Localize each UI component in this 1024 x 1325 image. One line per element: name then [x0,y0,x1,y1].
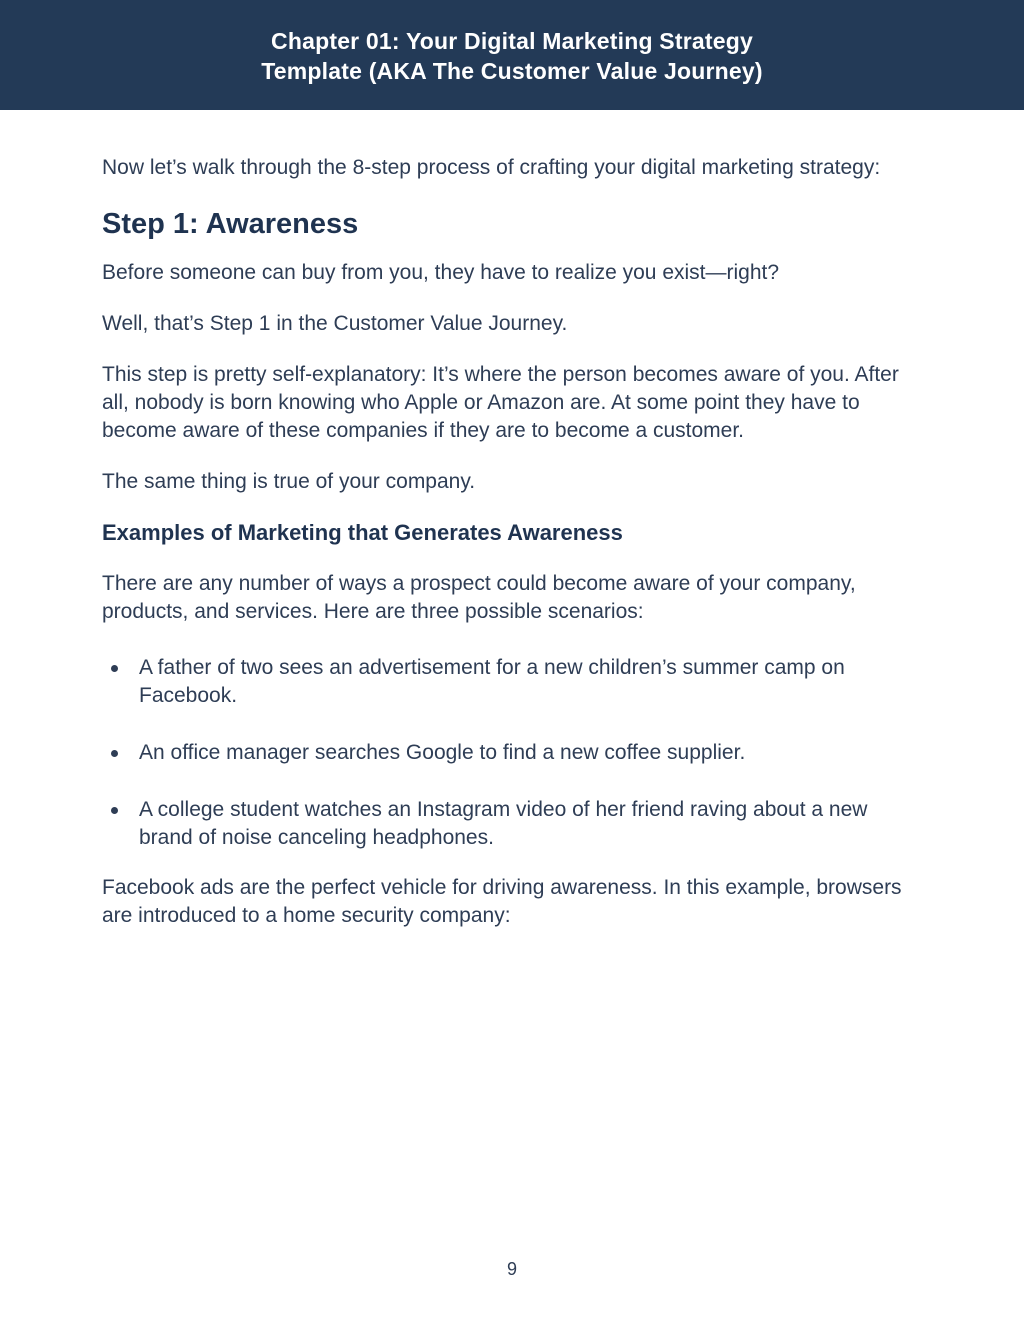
body-paragraph: Well, that’s Step 1 in the Customer Value Journey. [102,312,568,335]
scenario-text: A college student watches an Instagram video of her friend raving about a new brand of noise canceling headphones. [139,798,868,849]
examples-intro-paragraph: There are any number of ways a prospect could become aware of your company, products, and services. Here are three possible scenarios: [102,572,856,623]
page-content [102,154,922,930]
step-heading: Step 1: Awareness [102,208,359,240]
intro-paragraph: Now let’s walk through the 8-step process of crafting your digital marketing strategy: [102,156,881,179]
body-paragraph: Before someone can buy from you, they have to realize you exist—right? [102,261,780,284]
bullet-icon [111,750,118,757]
scenario-text: An office manager searches Google to find a new coffee supplier. [139,741,746,764]
closing-paragraph: Facebook ads are the perfect vehicle for driving awareness. In this example, browsers are introduced to a home security company: [102,876,902,927]
bullet-icon [111,807,118,814]
page-number: 9 [506,1259,517,1279]
chapter-title-line-1: Chapter 01: Your Digital Marketing Strategy [271,28,753,54]
body-paragraph: This step is pretty self-explanatory: It’s where the person becomes aware of you. After all, nobody is born knowing who Apple or Amazon are. At some point they have to become aware of these companies if they are to become a customer. [102,363,899,442]
body-paragraph: The same thing is true of your company. [102,470,476,493]
examples-subheading: Examples of Marketing that Generates Awareness [102,520,623,545]
bullet-icon [111,665,118,672]
list-item [102,739,922,767]
scenario-text: A father of two sees an advertisement for a new children’s summer camp on Facebook. [139,656,845,707]
chapter-title-line-2: Template (AKA The Customer Value Journey) [261,58,763,84]
list-item [102,654,922,710]
chapter-header-banner [0,0,1024,110]
list-item [102,796,922,852]
scenario-list [102,654,922,852]
